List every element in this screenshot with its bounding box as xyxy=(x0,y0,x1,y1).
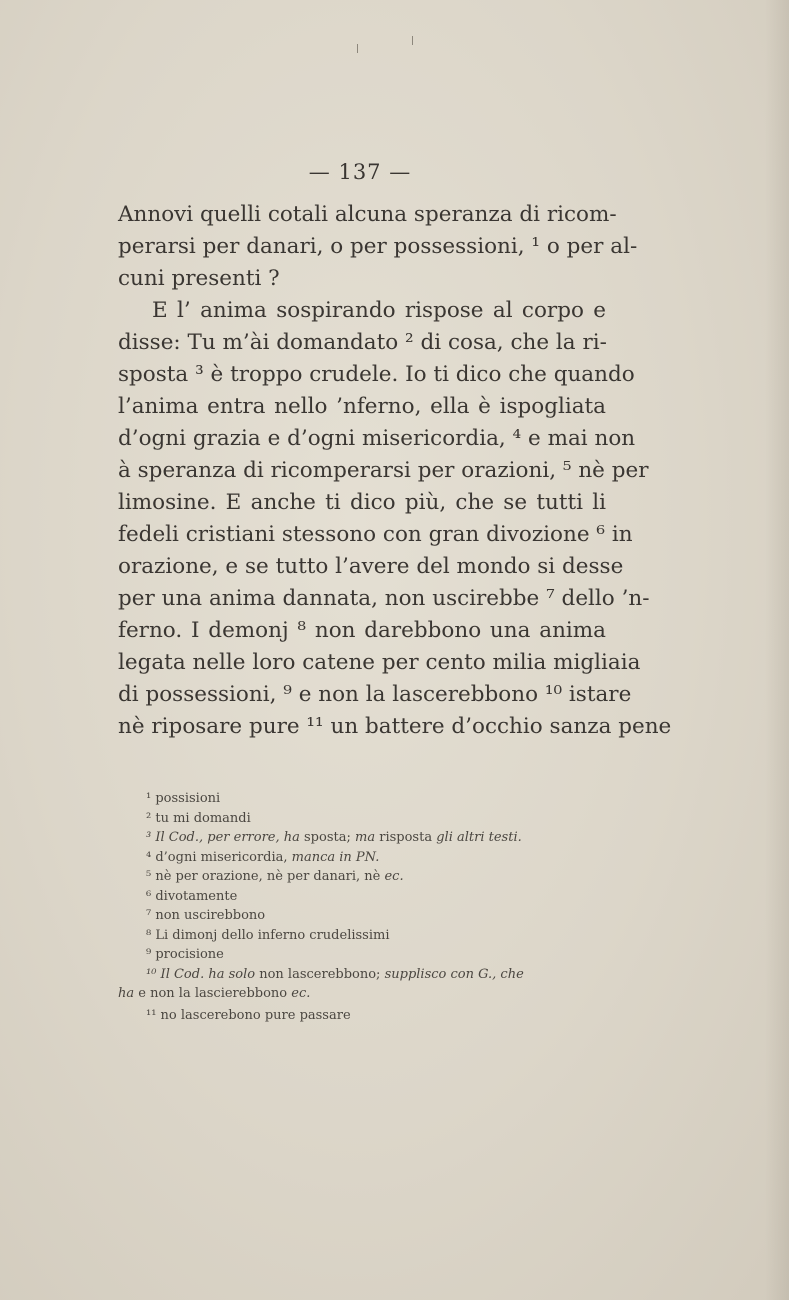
text-line: di possessioni, ⁹ e non la lascerebbono ¹⁰ istare xyxy=(118,682,632,707)
text-line: Annovi quelli cotali alcuna speranza di ricom- xyxy=(118,202,617,227)
text-line: nè riposare pure ¹¹ un battere d’occhio sanza pene xyxy=(118,714,672,739)
footnote-2: ² tu mi domandi xyxy=(146,810,251,826)
text-line: à speranza di ricomperarsi per orazioni, ⁵ nè per xyxy=(118,458,649,483)
page-fold-shadow xyxy=(765,0,789,1300)
footnote-8: ⁸ Li dimonj dello inferno crudelissimi xyxy=(146,927,390,943)
text-line: l’anima entra nello ’nferno, ella è ispogliata xyxy=(118,394,606,419)
text-line: E l’ anima sospirando rispose al corpo e xyxy=(152,298,606,323)
text-line: orazione, e se tutto l’avere del mondo si desse xyxy=(118,554,624,579)
footnote-4: ⁴ d’ogni misericordia, manca in PN. xyxy=(146,849,380,865)
text-line: ferno. I demonj ⁸ non darebbono una anima xyxy=(118,618,606,643)
footnote-7: ⁷ non uscirebbono xyxy=(146,908,266,923)
text-line: sposta ³ è troppo crudele. Io ti dico che quando xyxy=(118,362,635,387)
footnote-5: ⁵ nè per orazione, nè per danari, nè ec. xyxy=(146,869,404,884)
text-line: perarsi per danari, o per possessioni, ¹ o per al- xyxy=(118,234,638,259)
footnote-10-continued: ha e non la lascierebbono ec. xyxy=(118,986,311,1001)
footnotes xyxy=(118,789,608,1025)
paper-speck xyxy=(357,44,358,53)
paper-speck xyxy=(412,36,413,45)
text-line: per una anima dannata, non uscirebbe ⁷ dello ’n- xyxy=(118,586,650,611)
footnote-1: ¹ possisioni xyxy=(146,791,221,806)
footnote-3: ³ Il Cod., per errore, ha sposta; ma risposta gli altri testi. xyxy=(146,830,522,845)
footnote-10: ¹⁰ Il Cod. ha solo non lascerebbono; supplisco con G., che xyxy=(146,966,524,982)
text-line: legata nelle loro catene per cento milia migliaia xyxy=(118,650,641,675)
footnote-9: ⁹ procisione xyxy=(146,947,224,962)
text-line: cuni presenti ? xyxy=(118,266,280,291)
text-line: d’ogni grazia e d’ogni misericordia, ⁴ e mai non xyxy=(118,426,636,451)
main-text xyxy=(118,199,672,743)
footnote-6: ⁶ divotamente xyxy=(146,888,238,904)
text-line: limosine. E anche ti dico più, che se tutti li xyxy=(118,490,606,515)
text-line: disse: Tu m’ài domandato ² di cosa, che la ri- xyxy=(118,330,607,355)
footnote-11: ¹¹ no lascerebono pure passare xyxy=(146,1007,351,1023)
text-line: fedeli cristiani stessono con gran divozione ⁶ in xyxy=(118,522,633,547)
page-number: — 137 — xyxy=(308,160,412,184)
